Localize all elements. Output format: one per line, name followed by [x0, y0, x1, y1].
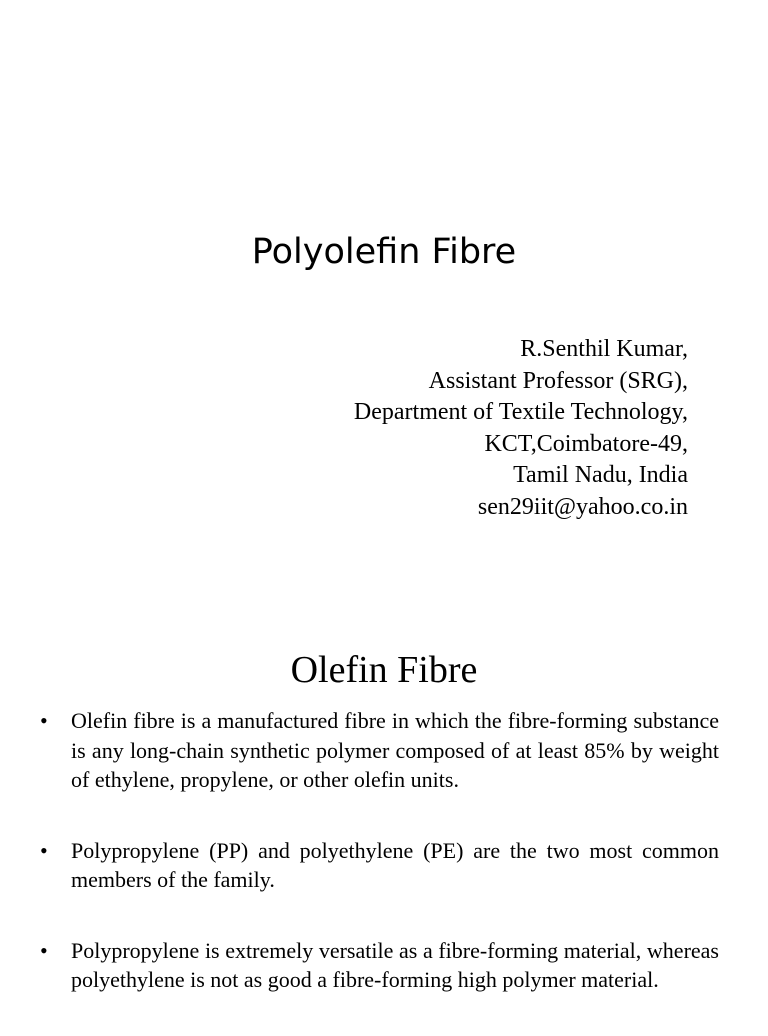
bullet-text: Polypropylene (PP) and polyethylene (PE) are the two most common members of the family.: [71, 837, 719, 892]
slide-heading: Olefin Fibre: [290, 649, 478, 691]
bullet-marker: •: [40, 837, 48, 863]
bullet-marker: •: [40, 937, 48, 963]
bullet-text: Polypropylene is extremely versatile as a fibre-forming material, whereas polyethylene is not as good a fibre-forming high polymer material.: [71, 937, 719, 992]
author-name: R.Senthil Kumar,: [520, 336, 688, 362]
author-position: Assistant Professor (SRG),: [428, 367, 688, 394]
bullet-list: [40, 706, 719, 1036]
bullet-item: [40, 706, 719, 795]
author-location: Tamil Nadu, India: [513, 462, 688, 488]
bullet-text: Olefin fibre is a manufactured fibre in which the fibre-forming substance is any long-chain synthetic polymer composed of at least 85% by weight of ethylene, propylene, or other olefin units.: [71, 708, 719, 792]
bullet-marker: •: [40, 708, 48, 733]
author-email: sen29iit@yahoo.co.in: [477, 493, 688, 520]
content-slide: [0, 620, 768, 1024]
author-info: [354, 334, 688, 523]
author-institution: KCT,Coimbatore-49,: [484, 430, 688, 457]
author-department: Department of Textile Technology,: [353, 399, 688, 425]
bullet-item: [40, 836, 719, 895]
slide-title: Polyolefin Fibre: [251, 232, 517, 272]
bullet-item: [40, 936, 719, 995]
